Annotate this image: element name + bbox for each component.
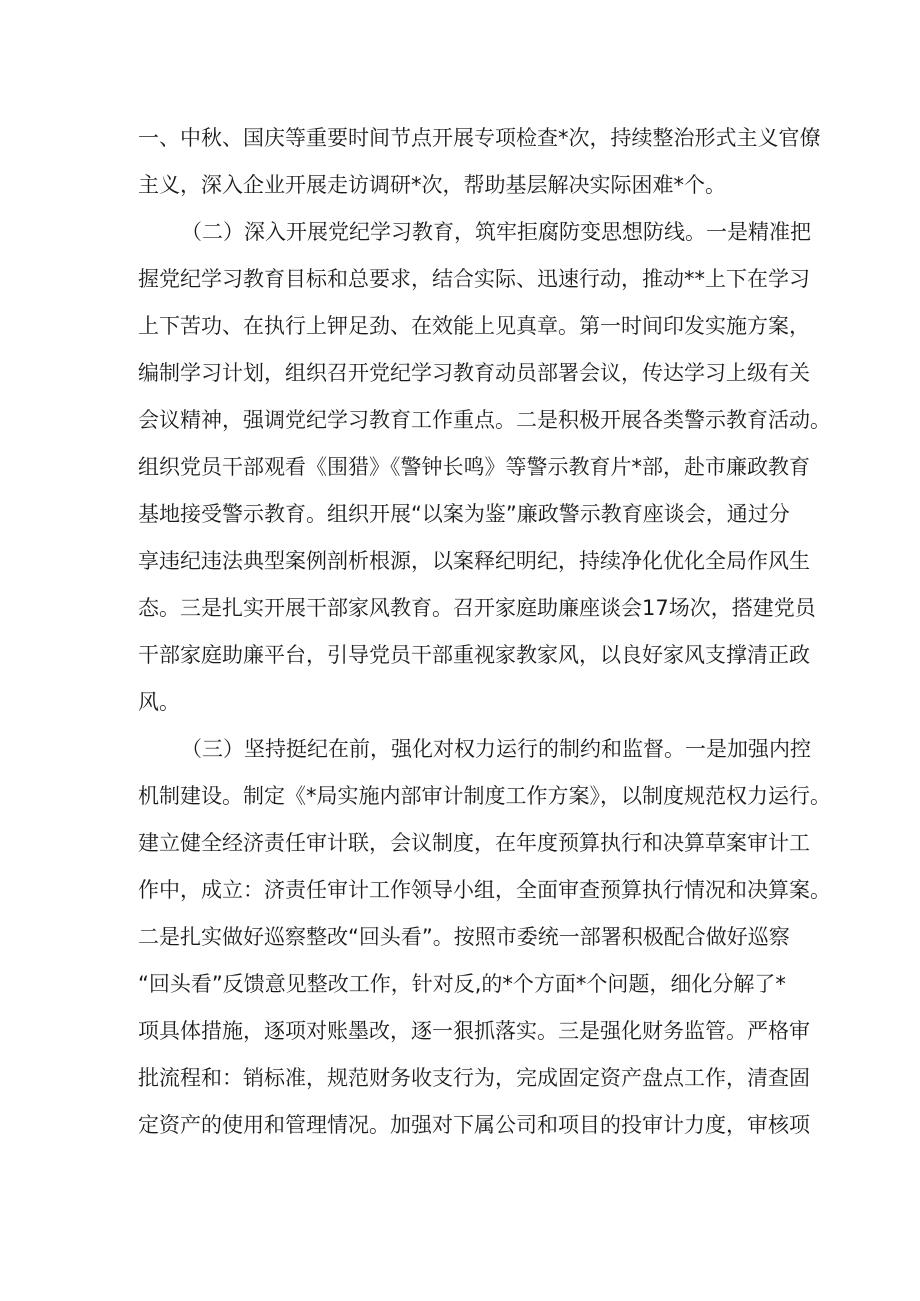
- paragraph-line-20: 项具体措施，逐项对账墨改，逐一狠抓落实。三是强化财务监管。严格审: [138, 1019, 810, 1043]
- paragraph-line-2: 主义，深入企业开展走访调研*次，帮助基层解决实际困难*个。: [138, 173, 726, 197]
- paragraph-line-11: 态。三是扎实开展干部家风教育。召开家庭助廉座谈会17场次，搭建党员: [138, 596, 816, 620]
- paragraph-line-22: 定资产的使用和管理情况。加强对下属公司和项目的投审计力度，审核项: [138, 1113, 810, 1137]
- paragraph-line-7: 会议精神，强调党纪学习教育工作重点。二是积极开展各类警示教育活动。: [138, 408, 831, 432]
- paragraph-line-12: 干部家庭助廉平台，引导党员干部重视家教家风，以良好家风支撑清正政: [138, 643, 810, 667]
- paragraph-line-6: 编制学习计划，组织召开党纪学习教育动员部署会议，传达学习上级有关: [138, 361, 810, 385]
- section-three-heading-line: （三）坚持挺纪在前，强化对权力运行的制约和监督。一是加强内控: [181, 737, 811, 761]
- section-two-heading-line: （二）深入开展党纪学习教育，筑牢拒腐防变思想防线。一是精准把: [181, 220, 811, 244]
- paragraph-line-18: 二是扎实做好巡察整改“回头看”。按照市委统一部署积极配合做好巡察: [138, 925, 790, 949]
- paragraph-line-5: 上下苦功、在执行上钾足劲、在效能上见真章。第一时间印发实施方案，: [138, 314, 810, 338]
- paragraph-line-4: 握党纪学习教育目标和总要求，结合实际、迅速行动，推动**上下在学习: [138, 267, 810, 291]
- paragraph-line-8: 组织党员干部观看《围猎》《警钟长鸣》等警示教育片*部，赴市廉政教育: [138, 455, 810, 479]
- paragraph-line-1: 一、中秋、国庆等重要时间节点开展专项检查*次，持续整治形式主义官僚: [138, 126, 821, 150]
- paragraph-line-17: 作中，成立：济责任审计工作领导小组，全面审查预算执行情况和决算案。: [138, 878, 831, 902]
- paragraph-line-21: 批流程和：销标准，规范财务收支行为，完成固定资产盘点工作，清查固: [138, 1066, 810, 1090]
- paragraph-line-13: 风。: [138, 690, 180, 714]
- paragraph-line-15: 机制建设。制定《*局实施内部审计制度工作方案》，以制度规范权力运行。: [138, 784, 831, 808]
- paragraph-line-16: 建立健全经济责任审计联，会议制度，在年度预算执行和决算草案审计工: [138, 831, 810, 855]
- paragraph-line-9: 基地接受警示教育。组织开展“以案为鉴”廉政警示教育座谈会，通过分: [138, 502, 790, 526]
- paragraph-line-19: “回头看”反馈意见整改工作，针对反,的*个方面*个问题，细化分解了*: [138, 972, 786, 996]
- paragraph-line-10: 享违纪违法典型案例剖析根源，以案释纪明纪，持续净化优化全局作风生: [138, 549, 810, 573]
